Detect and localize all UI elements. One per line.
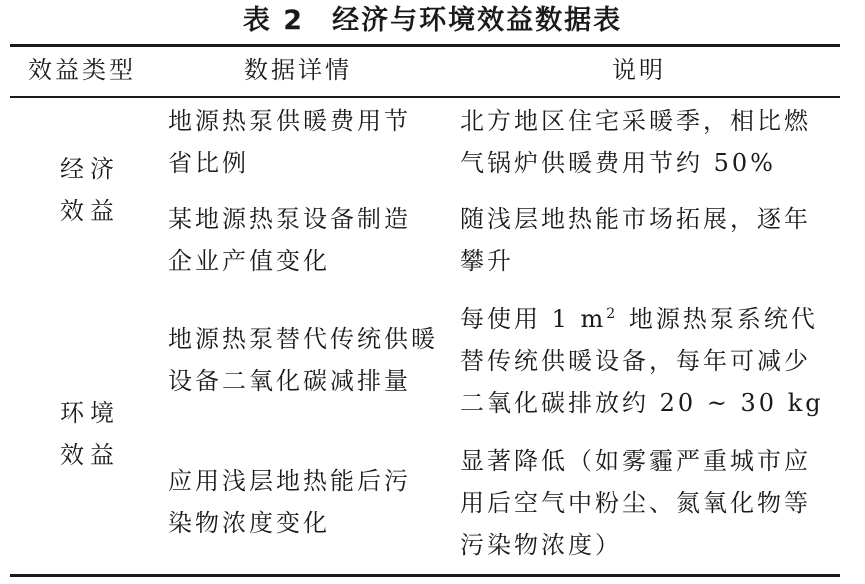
table-cell-note [460, 198, 840, 282]
cell-line [460, 298, 840, 340]
cell-line: 攀升 [460, 247, 514, 275]
cell-line: 气锅炉供暖费用节约 50% [460, 149, 776, 177]
table-cell-note [460, 100, 840, 184]
table-caption [0, 4, 865, 38]
category-environmental [60, 392, 120, 476]
table-header-rule [10, 96, 840, 98]
cell-line: 二氧化碳排放约 20 ~ 30 kg [460, 389, 824, 417]
cell-line: 污染物浓度） [460, 531, 622, 559]
table-cell-detail [168, 198, 450, 282]
note-text: 每使用 1 m [460, 305, 607, 333]
header-description: 说明 [612, 56, 666, 84]
cell-line: 地源热泵替代传统供暖 [168, 325, 438, 353]
category-line: 环境 [60, 399, 120, 427]
header-benefit-type: 效益类型 [28, 56, 136, 84]
table-bottom-rule [10, 574, 840, 577]
table-cell-note [460, 440, 840, 566]
table-cell-detail [168, 318, 450, 402]
table-number: 表 2 [242, 5, 305, 36]
table-top-rule [10, 44, 840, 47]
header-data-details: 数据详情 [244, 56, 352, 84]
table-cell-note [460, 298, 840, 424]
unit-superscript: 2 [606, 306, 619, 322]
category-line: 经济 [60, 155, 120, 183]
cell-line: 用后空气中粉尘、氮氧化物等 [460, 489, 811, 517]
cell-line: 随浅层地热能市场拓展，逐年 [460, 205, 811, 233]
cell-line: 地源热泵供暖费用节 [168, 107, 411, 135]
cell-line: 省比例 [168, 149, 249, 177]
table-cell-detail [168, 100, 450, 184]
category-line: 效益 [60, 441, 120, 469]
cell-line: 设备二氧化碳减排量 [168, 367, 411, 395]
cell-line: 染物浓度变化 [168, 509, 330, 537]
cell-line: 北方地区住宅采暖季，相比燃 [460, 107, 811, 135]
cell-line: 替传统供暖设备，每年可减少 [460, 347, 811, 375]
note-text: 地源热泵系统代 [618, 305, 818, 333]
table-title: 经济与环境效益数据表 [332, 5, 623, 36]
cell-line: 应用浅层地热能后污 [168, 467, 411, 495]
cell-line: 显著降低（如雾霾严重城市应 [460, 447, 811, 475]
table-cell-detail [168, 460, 450, 544]
cell-line: 企业产值变化 [168, 247, 330, 275]
category-economic [60, 148, 120, 232]
category-line: 效益 [60, 197, 120, 225]
cell-line: 某地源热泵设备制造 [168, 205, 411, 233]
